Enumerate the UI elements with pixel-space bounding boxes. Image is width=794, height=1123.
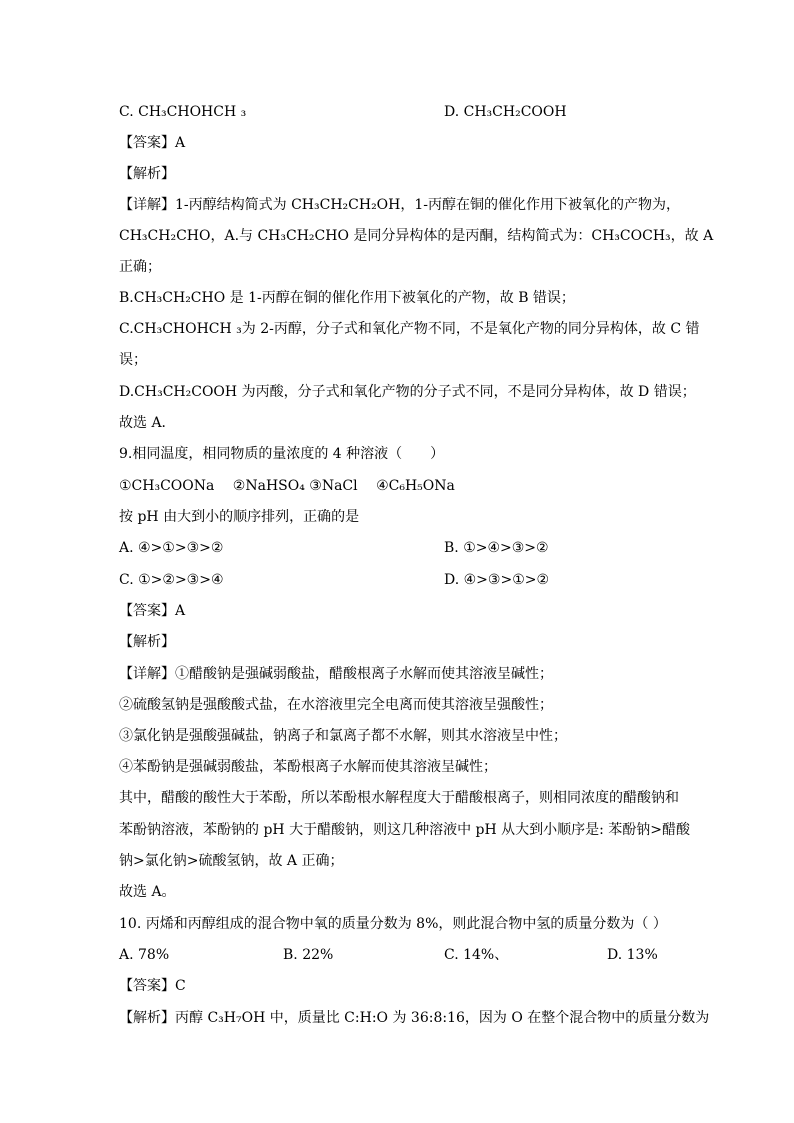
q8-detail-line-1: 【详解】1-丙醇结构简式为 CH₃CH₂CH₂OH，1-丙醇在铜的催化作用下被氧化的产物为， xyxy=(119,197,681,213)
q10-stem: 10. 丙烯和丙醇组成的混合物中氧的质量分数为 8%，则此混合物中氢的质量分数为（ ） xyxy=(119,916,667,932)
q9-detail-line-6: 苯酚钠溶液，苯酚钠的 pH 大于醋酸钠，则这几种溶液中 pH 从大到小顺序是: 苯酚钠>醋酸 xyxy=(119,822,691,838)
q8-answer: 【答案】A xyxy=(119,135,186,151)
q9-detail-line-5: 其中，醋酸的酸性大于苯酚，所以苯酚根水解程度大于醋酸根离子，则相同浓度的醋酸钠和 xyxy=(119,790,679,806)
q8-detail-line-6: 误； xyxy=(119,352,147,368)
q8-analysis-heading: 【解析】 xyxy=(119,166,175,182)
q8-detail-line-7: D.CH₃CH₂COOH 为丙酸，分子式和氧化产物的分子式不同，不是同分异构体，故 D 错误； xyxy=(119,384,696,400)
q9-stem: 9.相同温度，相同物质的量浓度的 4 种溶液（ ） xyxy=(119,446,445,462)
q8-detail-line-2: CH₃CH₂CHO，A.与 CH₃CH₂CHO 是同分异构体的是丙酮，结构简式为：CH₃COCH₃，故 A xyxy=(119,228,714,244)
q10-answer: 【答案】C xyxy=(119,978,186,994)
q9-option-a: A. ④>①>③>② xyxy=(119,540,224,556)
q9-option-c: C. ①>②>③>④ xyxy=(119,572,224,588)
q9-prompt: 按 pH 由大到小的顺序排列，正确的是 xyxy=(119,509,360,525)
q10-option-c: C. 14%、 xyxy=(444,947,509,963)
q10-option-d: D. 13% xyxy=(607,947,658,963)
q8-detail-line-5: C.CH₃CHOHCH ₃为 2-丙醇，分子式和氧化产物不同，不是氧化产物的同分异构体，故 C 错 xyxy=(119,321,700,337)
q8-conclusion: 故选 A． xyxy=(119,415,176,431)
q9-option-d: D. ④>③>①>② xyxy=(444,572,550,588)
q9-answer: 【答案】A xyxy=(119,603,186,619)
q9-detail-line-3: ③氯化钠是强酸强碱盐，钠离子和氯离子都不水解，则其水溶液呈中性； xyxy=(119,728,567,744)
q9-detail-line-7: 钠>氯化钠>硫酸氢钠，故 A 正确； xyxy=(119,853,344,869)
q9-substances: ①CH₃COONa ②NaHSO₄ ③NaCl ④C₆H₅ONa xyxy=(119,478,455,494)
q10-option-a: A. 78% xyxy=(119,947,170,963)
q8-detail-line-3: 正确； xyxy=(119,259,161,275)
q9-detail-line-2: ②硫酸氢钠是强酸酸式盐，在水溶液里完全电离而使其溶液呈强酸性； xyxy=(119,697,553,713)
q9-analysis-heading: 【解析】 xyxy=(119,634,175,650)
q8-option-d: D. CH₃CH₂COOH xyxy=(444,104,567,120)
q9-detail-line-4: ④苯酚钠是强碱弱酸盐，苯酚根离子水解而使其溶液呈碱性； xyxy=(119,759,497,775)
q10-option-b: B. 22% xyxy=(283,947,334,963)
q9-option-b: B. ①>④>③>② xyxy=(444,540,549,556)
q8-option-c: C. CH₃CHOHCH ₃ xyxy=(119,104,247,120)
q9-conclusion: 故选 A。 xyxy=(119,884,176,900)
q8-detail-line-4: B.CH₃CH₂CHO 是 1-丙醇在铜的催化作用下被氧化的产物，故 B 错误； xyxy=(119,290,575,306)
q10-detail-line-1: 【解析】丙醇 C₃H₇OH 中，质量比 C:H:O 为 36:8:16，因为 O 在整个混合物中的质量分数为 xyxy=(119,1010,710,1026)
q9-detail-line-1: 【详解】①醋酸钠是强碱弱酸盐，醋酸根离子水解而使其溶液呈碱性； xyxy=(119,666,553,682)
